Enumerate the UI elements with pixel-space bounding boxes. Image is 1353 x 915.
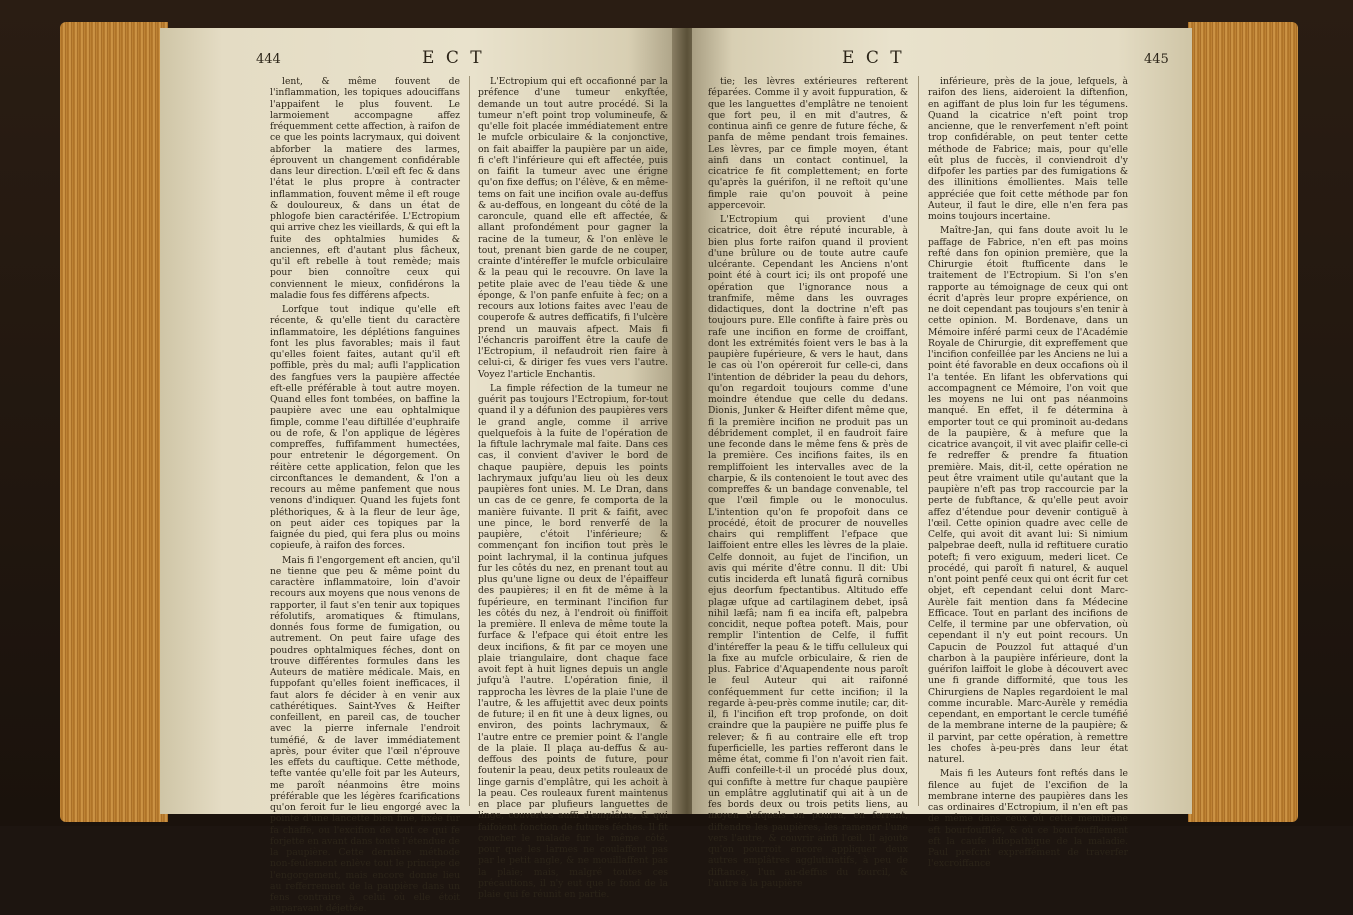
right-folio: 445	[1144, 52, 1169, 67]
paragraph: inférieure, près de la joue, lefquels, à raifon des liens, aideroient la diftenfion, en agiffant de plus loin fur les tégumens. Quand la cicatrice n'eft point trop ancienne, que le renverfement n'eft point trop confidérable, on peut tenter cette méthode de Fabrice; mais, pour qu'elle eût plus de fuccès, il conviendroit d'y difpofer les parties par des fumigations & des illinitions émollientes. Mais telle appréciée que foit cette méthode par fon Auteur, il faut le dire, elle n'en fera pas moins toujours incertaine.	[928, 76, 1128, 222]
right-column-b	[928, 76, 1128, 870]
right-page-stack	[1188, 22, 1298, 822]
column-rule	[469, 76, 470, 806]
right-running-head: E C T	[842, 48, 905, 68]
left-folio: 444	[256, 52, 281, 67]
paragraph: La fimple réfection de la tumeur ne guérit pas toujours l'Ectropium, for-tout quand il y a défunion des paupières vers le grand angle, comme il arrive quelquefois à la fuite de l'opération de la fiftule lachrymale mal faite. Dans ces cas, il convient d'aviver le bord de chaque paupière, depuis les points lachrymaux jufqu'au lieu où les deux paupières font unies. M. Le Dran, dans un cas de ce genre, fe comporta de la manière fuivante. Il prit & faifit, avec une pince, le bord renverfé de la paupière, c'étoit l'inférieure; & commençant fon incifion tout près le point lachrymal, il la continua jufques fur les côtés du nez, en prenant tout au plus qu'une ligne ou deux de l'épaiffeur des paupières; il en fit de même à la fupérieure, en terminant l'incifion fur les côtés du nez, à l'endroit où finiffoit la première. Il enleva de même toute la furface & l'efpace qui étoit entre les deux incifions, & fit par ce moyen une plaie triangulaire, dont chaque face avoit fept à huit lignes depuis un angle jufqu'à l'autre. L'opération finie, il rapprocha les lèvres de la plaie l'une de l'autre, & les affujettit avec deux points de future; il en fit une à deux lignes, ou environ, des points lachrymaux, & l'autre entre ce premier point & l'angle de la plaie. Il plaça au-deffus & au-deffous des points de future, pour foutenir la peau, deux petits rouleaux de linge garnis d'emplâtre, qui les achoit à la peau. Ces rouleaux furent maintenus en place par plufieurs languettes de linge, couvertes auffi d'emplâtre, & qui faifoient fonction de futures féches. Il fit coucher le malade fur le même côté, pour que les larmes ne coulaffent pas par le petit angle, & ne mouillaffent pas la plaie; mais, malgré toutes ces précautions, il n'y eut que le fond de la plaie qui fe réunit en partie.	[478, 382, 668, 900]
paragraph: lent, & même fouvent de l'inflammation, les topiques adouciffans l'appaifent le plus fouvent. Le larmoiement accompagne affez fréquemment cette affection, à raifon de ce que les points lacrymaux, qui doivent abforber la matiere des larmes, éprouvent un changement confidérable dans leur direction. L'œil eft fec & dans l'état le plus propre à contracter inflammation, fouvent même il eft rouge & douloureux, & dans un état de phlogofe bien caractérifée. L'Ectropium qui arrive chez les vieillards, & qui eft la fuite des ophtalmies humides & anciennes, eft d'autant plus fâcheux, qu'il eft rebelle à tout remède; mais pour bien connoître ceux qui conviennent le mieux, confidérons la maladie fous fes différens afpects.	[270, 76, 460, 301]
left-column-a	[270, 76, 460, 915]
right-page	[692, 28, 1192, 889]
paragraph: Mais fi les Auteurs font reftés dans le filence au fujet de l'excifion de la membrane interne des paupières dans les cas ordinaires d'Ectropium, il n'en eft pas de même dans ceux où cette membrane eft bourfoufflée, & où ce bourfoufflement eft la caufe idiopathique de la maladie. Paul prefcrit expreffément de traverfer l'excroiffance	[928, 768, 1128, 870]
left-running-head: E C T	[422, 48, 485, 68]
left-column-b	[478, 76, 668, 900]
paragraph: Lorfque tout indique qu'elle eft récente, & qu'elle tient du caractère inflammatoire, les déplétions fanguines font les plus favorables; mais il faut qu'elles foient faites, autant qu'il eft poffible, près du mal; aufli l'application des fangfues vers la paupière affectée eft-elle préférable à tout autre moyen. Quand elles font tombées, on baffine la paupière avec une eau ophtalmique fimple, comme l'eau diftillée d'euphraife ou de rofe, & l'on applique de légères compreffes, fuffifamment humectées, pour entretenir le dégorgement. On réitère cette application, felon que les circonftances le demandent, & l'on a recours au même panfement que nous venons d'indiquer. Quand les fujets font pléthoriques, & à la fleur de leur âge, on peut aider ces topiques par la faignée du pied, qui fera plus ou moins copieufe, à raifon des forces.	[270, 304, 460, 552]
paragraph: Maître-Jan, qui fans doute avoit lu le paffage de Fabrice, n'en eft pas moins refté dans fon opinion première, que la Chirurgie étoit ftufficente dans le traitement de l'Ectropium. Si l'on s'en rapporte au témoignage de ceux qui ont écrit d'après leur propre expérience, on ne doit cependant pas toujours s'en tenir à cette opinion. M. Bordenave, dans un Mémoire inféré parmi ceux de l'Académie Royale de Chirurgie, dit expreffement que l'incifion confeillée par les Anciens ne lui a point été favorable en deux occafions où il l'a tentée. En lifant les obfervations qui accompagnent ce Mémoire, l'on voit que les moyens ne lui ont pas néanmoins manqué. En effet, il fe détermina à emporter tout ce qui prominoit au-dedans de la paupière, & à mefure que la cicatrice avançoit, il vit avec plaifir celle-ci fe redreffer & prendre fa fituation première. Mais, dit-il, cette opération ne peut être vraiment utile qu'autant que la paupière n'eft pas trop raccourcie par la perte de fubftance, & qu'elle peut avoir affez d'étendue pour devenir contiguë à l'œil. Cette opinion quadre avec celle de Celfe, qui avoit dit avant lui: Si nimium palpebrae deeft, nulla id reftituere curatio poteft; fi vero exiguum, mederi licet. Ce procédé, qui paroît fi naturel, & auquel n'ont point penfé ceux qui ont écrit fur cet objet, eft cependant celui dont Marc-Aurèle fait mention dans fa Médecine Efficace. Tout en parlant des incifions de Celfe, il termine par une obfervation, où cependant il n'y eut point recours. Un Capucin de Pouzzol fut attaqué d'un charbon à la paupière inférieure, dont la guérifon laiffoit le globe à découvert avec une fi grande difformité, que tous les Chirurgiens de Naples regardoient le mal comme incurable. Marc-Aurèle y remédia cependant, en emportant le cercle tuméfié de la membrane interne de la paupière; & il parvint, par cette opération, à remettre les chofes à-peu-près dans leur état naturel.	[928, 225, 1128, 765]
paragraph: L'Ectropium qui provient d'une cicatrice, doit être réputé incurable, à bien plus forte raifon quand il provient d'une brûlure ou de toute autre caufe ulcérante. Cependant les Anciens n'ont point été à court ici; ils ont propofé une opération que l'ignorance nous a tranfmife, même dans les ouvrages didactiques, dont la doctrine n'eft pas toujours pure. Elle confifte à faire près ou rafe une incifion en forme de croiffant, dont les extrémités foient vers le bas à la paupière fupérieure, & vers le haut, dans le cas où l'on opéreroit fur celle-ci, dans l'intention de débrider la peau du dehors, qu'on regardoit toujours comme d'une moindre étendue que celle du dedans. Dionis, Junker & Heifter difent même que, fi la première incifion ne produit pas un débridement complet, il en faudroit faire une feconde dans le même fens & près de la première. Ces incifions faites, ils en rempliffoient les intervalles avec de la charpie, & ils contenoient le tout avec des compreffes & un bandage convenable, tel que l'œil fimple ou le monoculus. L'intention qu'on fe propofoit dans ce procédé, étoit de procurer de nouvelles chairs qui rempliffent l'efpace que laiffoient entre elles les lèvres de la plaie. Celfe donnoit, au fujet de l'incifion, un avis qui mérite d'être connu. Il dit: Ubi cutis inciderda eft lunatâ figurâ cornibus ejus deorfum fpectantibus. Altitudo effe plagæ ufque ad cartilaginem debet, ipsâ nihil læfâ; nam fi ea incifa eft, palpebra concidit, neque poftea poteft. Mais, pour remplir l'intention de Celfe, il fuffit d'intéreffer la peau & le tiffu celluleux qui la fixe au mufcle orbiculaire, & rien de plus. Fabrice d'Aquapendente nous paroît le feul Auteur qui ait raifonné conféquemment fur cette incifion; il la regarde à-peu-près comme inutile; car, dit-il, fi l'incifion eft trop profonde, on doit craindre que la paupière ne puiffe plus fe relever; & fi au contraire elle eft trop fuperficielle, les parties refferont dans le même état, comme fi l'on n'avoit rien fait. Auffi confeille-t-il un procédé plus doux, qui confifte à mettre fur chaque paupière un emplâtre agglutinatif qui ait à un de fes bords deux ou trois petits liens, au moyen defquels on pourra, en ferrant, diftendre les paupières, les ramener l'une vers l'autre, & couvrir ainfi l'œil. Il ajoute qu'on pourroit encore appliquer deux autres emplâtres agglutinatifs, à peu de diftance, l'un au-deffus du fourcil, & l'autre à la paupière	[708, 214, 908, 889]
paragraph: L'Ectropium qui eft occafionné par la préfence d'une tumeur enkyftée, demande un tout autre procédé. Si la tumeur n'eft point trop volumineufe, & qu'elle foit placée immédiatement entre le mufcle orbiculaire & la conjonctive, on fait abaiffer la paupière par un aide, fi c'eft l'inférieure qui eft affectée, puis on faifit la tumeur avec une érigne qu'on fixe deffus; on l'élève, & en même-tems on fait une incifion ovale au-deffus & au-deffous, en longeant du côté de la caroncule, quand elle eft affectée, & allant profondément pour gagner la racine de la tumeur, & l'on enlève le tout, prenant bien garde de ne couper, crainte d'intéreffer le mufcle orbiculaire & la peau qui le recouvre. On lave la petite plaie avec de l'eau tiède & une éponge, & l'on panfe enfuite à fec; on a recours aux lotions faites avec l'eau de couperofe & autres defficatifs, fi l'ulcère prend un mauvais afpect. Mais fi l'échancris paroiffent être la caufe de l'Ectropium, il nefaudroit rien faire à celui-ci, & diriger fes vues vers l'autre. Voyez l'article Enchantis.	[478, 76, 668, 380]
paragraph: tie; les lèvres extérieures refterent féparées. Comme il y avoit fuppuration, & que les languettes d'emplâtre ne tenoient que fort peu, il en mit d'autres, & continua ainfi ce genre de future féche, & panfa de même pendant trois femaines. Les lèvres, par ce fimple moyen, étant ainfi dans un contact continuel, la cicatrice fe fit complettement; en forte qu'après la guérifon, il ne reftoit qu'une fimple raie qu'on pouvoit à peine appercevoir.	[708, 76, 908, 211]
column-rule	[918, 76, 919, 806]
paragraph: Mais fi l'engorgement eft ancien, qu'il ne tienne que peu & même point du caractère inflammatoire, loin d'avoir recours aux moyens que nous venons de rapporter, il faut s'en tenir aux topiques réfolutifs, aromatiques & ftimulans, donnés fous forme de fumigation, ou autrement. On peut faire ufage des poudres ophtalmiques féches, dont on trouve différentes formules dans les Auteurs de matière médicale. Mais, en fuppofant qu'elles foient inefficaces, il faut alors fe décider à en venir aux cathérétiques. Saint-Yves & Heifter confeillent, en pareil cas, de toucher avec la pierre infernale l'endroit tuméfié, & de laver immédiatement après, pour éviter que l'œil n'éprouve les effets du cauftique. Cette méthode, tefte vantée qu'elle foit par les Auteurs, me paroît néanmoins être moins préférable que les légères fcarifications qu'on feroit fur le lieu engorgé avec la pointe d'une lancette bien fine, fixée fur fa chaffe, ou l'excifion de tout ce qui fe forjette en avant dans toute l'étendue de la paupière. Cette dernière méthode non-feulement enlève tout le principe de l'engorgement, mais encore donne lieu au refferrement de la paupière dans un fens contraire à celui où elle étoit auparavant déjettée.	[270, 554, 460, 915]
right-column-a	[708, 76, 908, 889]
left-page-stack	[60, 22, 168, 822]
left-page	[160, 28, 680, 915]
